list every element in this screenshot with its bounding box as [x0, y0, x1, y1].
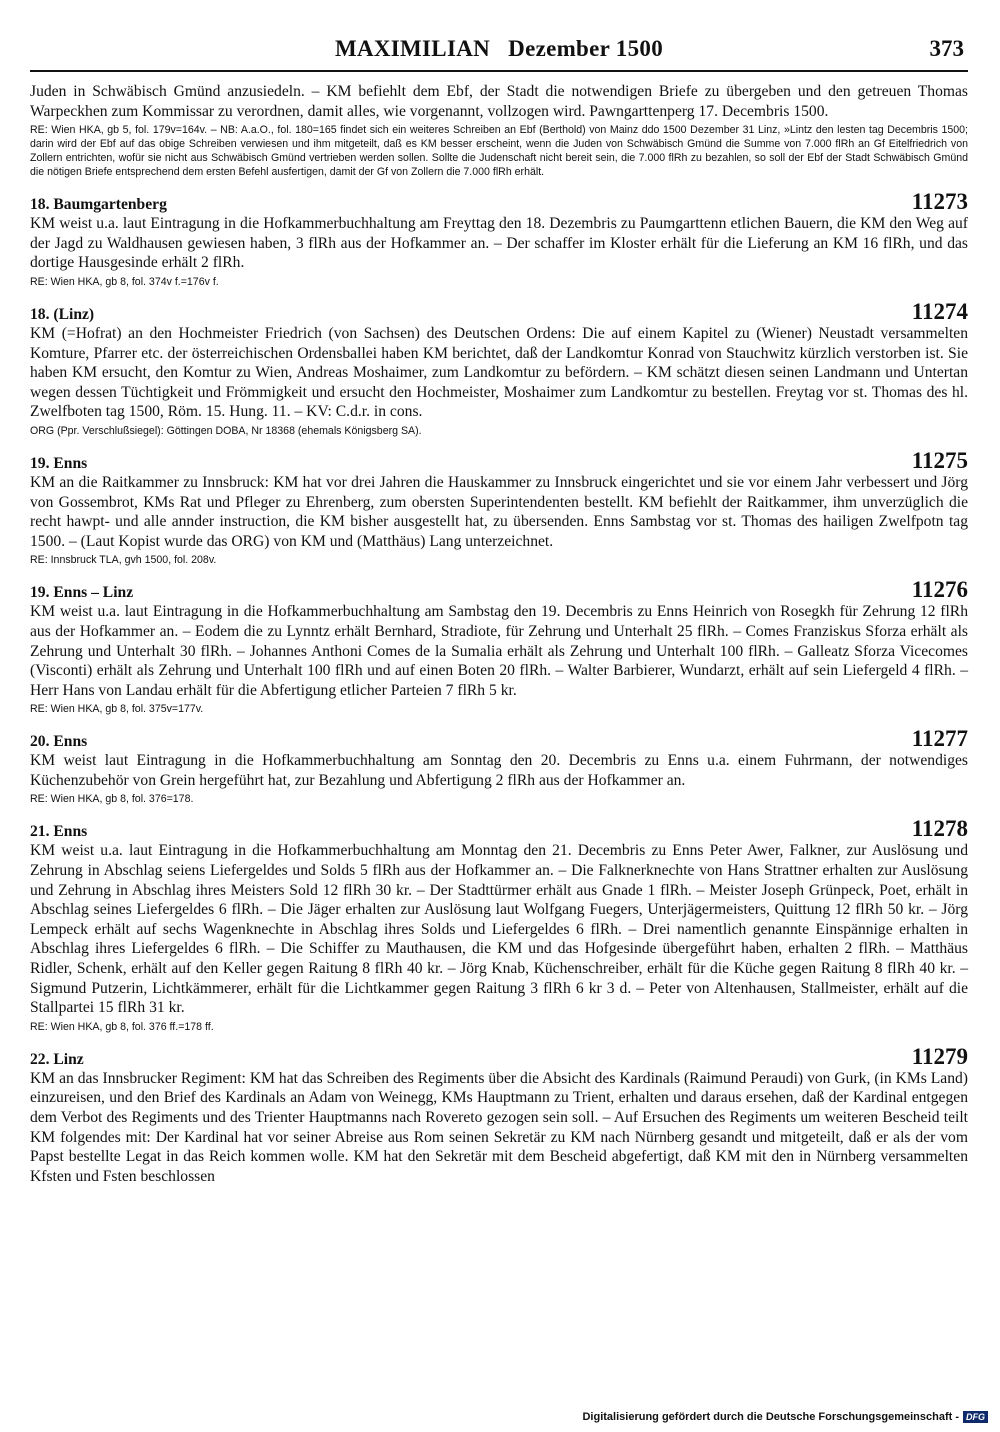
running-title: MAXIMILIAN Dezember 1500: [334, 36, 664, 61]
entry-date: 18. Baumgartenberg: [30, 196, 167, 214]
entry: [30, 578, 968, 716]
entry: [30, 449, 968, 567]
entry-date: 18. (Linz): [30, 305, 95, 323]
entry: [30, 817, 968, 1033]
entry-date: 22. Linz: [30, 1050, 84, 1068]
entry-date: 20. Enns: [30, 733, 88, 751]
entry: [30, 727, 968, 806]
entry-number: 11279: [911, 1043, 968, 1069]
entry-number: 11277: [911, 726, 968, 752]
document-page: [30, 36, 968, 1186]
entry: [30, 190, 968, 289]
entry-number: 11276: [911, 577, 968, 603]
entry-text: KM an die Raitkammer zu Innsbruck: KM hat vor drei Jahren die Hauskammer zu Innsbruck eingerichtet und sie vor einem Jahr verbessert und Jörg von Gossembrot, KMs Rat und Pfleger zu Ehrenberg, zum obersten Superintendenten bestellt. KM befiehlt der Raitkammer, ihm unverzüglich die recht hawpt- und alle annder instruction, die KM bisher ausgestellt hat, zu übersenden. Enns Sambstag vor st. Thomas des hailigen Zwelfpotn tag 1500. – (Laut Kopist wurde das ORG) von KM und (Matthäus) Lang unterzeichnet.: [30, 473, 968, 550]
entry-reference: RE: Wien HKA, gb 8, fol. 376 ff.=178 ff.: [30, 1020, 214, 1033]
page-number: 373: [929, 36, 964, 61]
entry-date: 21. Enns: [30, 823, 88, 841]
entry-text: KM an das Innsbrucker Regiment: KM hat das Schreiben des Regiments über die Absicht des Kardinals (Raimund Peraudi) von Gurk, (in KMs Land) einzureisen, und den Brief des Kardinals an Adam von Weinegg, KMs Hauptmann zu Trient, erhalten und daraus ersehen, daß der Kardinal entgegen dem Verbot des Regiments und des Trienter Hauptmanns nach Rovereto gezogen sein soll. – Auf Ersuchen des Regiments um weiteren Bescheid teilt KM folgendes mit: Der Kardinal hat vor seiner Abreise aus Rom seinen Sekretär zu KM nach Nürnberg gesandt und mitgeteilt, daß er als der vom Papst bestellte Legat in das Reich kommen wolle. KM hat den Sekretär mit dem Bescheid abgefertigt, daß KM mit den in Nürnberg versammelten Kfsten und Fsten beschlossen: [30, 1069, 968, 1185]
entry-text: KM weist u.a. laut Eintragung in die Hofkammerbuchhaltung am Sambstag den 19. Decembris zu Enns Heinrich von Rosegkh für Zehrung 12 flRh aus der Hofkammer an. – Eodem die zu Lynntz erhält Bernhard, Stradiote, für Zehrung und Unterhalt 25 flRh. – Comes Franziskus Sforza erhält als Zehrung und Unterhalt 30 flRh. – Johannes Anthoni Comes de la Sumalia erhält als Zehrung und Unterhalt 100 flRh. – Galleatz Sforza Vicecomes (Visconti) erhält als Zehrung und Unterhalt 100 flRh und auf einen Boten 20 flRh. – Walter Barbierer, Wundarzt, erhält auf sein Liefergeld 4 flRh. – Herr Hans von Landau erhält für die Abfertigung etlicher Parteien 7 flRh 5 kr.: [30, 603, 968, 699]
digitization-footer: [582, 1411, 988, 1423]
page-header: [30, 36, 968, 72]
entry: [30, 300, 968, 438]
entry-date: 19. Enns: [30, 454, 88, 472]
intro-text: Juden in Schwäbisch Gmünd anzusiedeln. – KM befiehlt dem Ebf, der Stadt die notwendigen Briefe zu übergeben und den getreuen Thomas Warpeckhen zum Kommissar zu verordnen, damit alles, wie vorgenannt, vollzogen wird. Pawngarttenperg 17. Decembris 1500.: [30, 83, 968, 120]
entry-number: 11274: [911, 298, 968, 324]
entry-reference: RE: Wien HKA, gb 8, fol. 375v=177v.: [30, 703, 204, 716]
page-content: [30, 72, 968, 1186]
entry-date: 19. Enns – Linz: [30, 584, 134, 602]
entry-text: KM weist u.a. laut Eintragung in die Hofkammerbuchhaltung am Freyttag den 18. Dezembris zu Paumgarttenn etlichen Bauern, die KM den Weg auf der Jagd zu Waldhausen gewiesen haben, 3 flRh aus der Hofkammer an. – Der schaffer im Kloster erhält für die Lieferung an KM 16 flRh, und das dortige Hausgesinde erhält 2 flRh.: [30, 215, 968, 272]
entry-reference: RE: Innsbruck TLA, gvh 1500, fol. 208v.: [30, 554, 217, 567]
entry-number: 11275: [911, 447, 968, 473]
intro-reference: RE: Wien HKA, gb 5, fol. 179v=164v. – NB: A.a.O., fol. 180=165 findet sich ein weiteres Schreiben an Ebf (Berthold) von Mainz ddo 1500 Dezember 31 Linz, »Lintz den lesten tag Decembris 1500; darin wird der Ebf auf das obige Schreiben verwiesen und ihm mitgeteilt, daß es KM besser erscheint, wenn die Juden von Schwäbisch Gmünd die Summe von 7.000 flRh an Gf Eitelfriedrich von Zollern entrichten, wofür sie nicht aus Schwäbisch Gmünd vertrieben werden sollen. Sollte die Judenschaft nicht bereit sein, die 7.000 flRh zu bezahlen, so soll der Ebf der Stadt Schwäbisch Gmünd die nötigen Briefe entsprechend dem ersten Befehl ausfertigen, damit der Gf von Zollern die 7.000 flRh erhält.: [30, 124, 968, 179]
entry-reference: RE: Wien HKA, gb 8, fol. 376=178.: [30, 793, 194, 806]
entry-text: KM (=Hofrat) an den Hochmeister Friedrich (von Sachsen) des Deutschen Ordens: Die auf einem Kapitel zu (Wiener) Neustadt versammelten Komture, Pfarrer etc. der österreichischen Ordensballei haben KM berichtet, daß der Landkomtur Konrad von Stauchwitz kürzlich verstorben ist. Sie haben KM ersucht, den Komtur zu Wien, Andreas Moshaimer, zum Landkomtur zu befördern. – KM schätzt diesen seinen Landmann und Untertan wegen dessen Tüchtigkeit und Frömmigkeit und ersucht den Hochmeister, Moshaimer zum Landkomtur zu bestellen. Freytag vor st. Thomas des hl. Zwelfboten tag 1500, Röm. 15. Hung. 11. – KV: C.d.r. in cons.: [30, 324, 968, 421]
footer-text: Digitalisierung gefördert durch die Deutsche Forschungsgemeinschaft -: [582, 1411, 959, 1423]
entry-number: 11278: [911, 816, 968, 842]
entry-text: KM weist u.a. laut Eintragung in die Hofkammerbuchhaltung am Monntag den 21. Decembris zu Enns Peter Awer, Falkner, zur Auslösung und Zehrung in Abschlag seiens Liefergeldes und Solds 5 flRh aus der Hofkammer an. – Die Falknerknechte von Hans Strattner erhalten zur Auslösung und Zehrung in Abschlag ihres Meisters Sold 12 flRh 30 kr. – Der Stadttürmer erhält aus Gnade 1 flRh. – Meister Joseph Grünpeck, Poet, erhält in Abschlag seines Liefergeldes 6 flRh. – Die Jäger erhalten zur Auslösung laut Wolfgang Fuegers, Unterjägermeisters, Quittung 12 flRh 50 kr. – Jörg Lempeck erhält auf sechs Wagenknechte in Abschlag ihres Solds und Liefergeldes 6 flRh. – Drei namentlich genannte Einspännige erhalten in Abschlag ihres Liefergeldes 6 flRh. – Die Schiffer zu Mauthausen, die KM und das Hofgesinde übergeführt haben, erhalten 2 flRh. – Matthäus Ridler, Schenk, erhält auf den Keller gegen Raitung 8 flRh 40 kr. – Jörg Knab, Küchenschreiber, erhält für die Küche gegen Raitung 8 flRh 40 kr. – Sigmund Putzerin, Lichtkämmerer, erhält für die Lichtkammer gegen Raitung 3 flRh 6 kr 3 d. – Peter von Altenhausen, Stallmeister, erhält auf die Stallpartei 15 flRh 31 kr.: [30, 842, 968, 1017]
dfg-logo: DFG: [963, 1411, 988, 1423]
entry-number: 11273: [911, 189, 968, 215]
entry-reference: ORG (Ppr. Verschlußsiegel): Göttingen DOBA, Nr 18368 (ehemals Königsberg SA).: [30, 424, 422, 437]
entry-text: KM weist laut Eintragung in die Hofkammerbuchhaltung am Sonntag den 20. Decembris zu Enns u.a. einem Fuhrmann, der notwendiges Küchenzubehör von Grein hergeführt hat, zur Bezahlung und Abfertigung 2 flRh aus der Hofkammer an.: [30, 752, 968, 789]
entry: [30, 1045, 968, 1187]
entry-reference: RE: Wien HKA, gb 8, fol. 374v f.=176v f.: [30, 275, 219, 288]
